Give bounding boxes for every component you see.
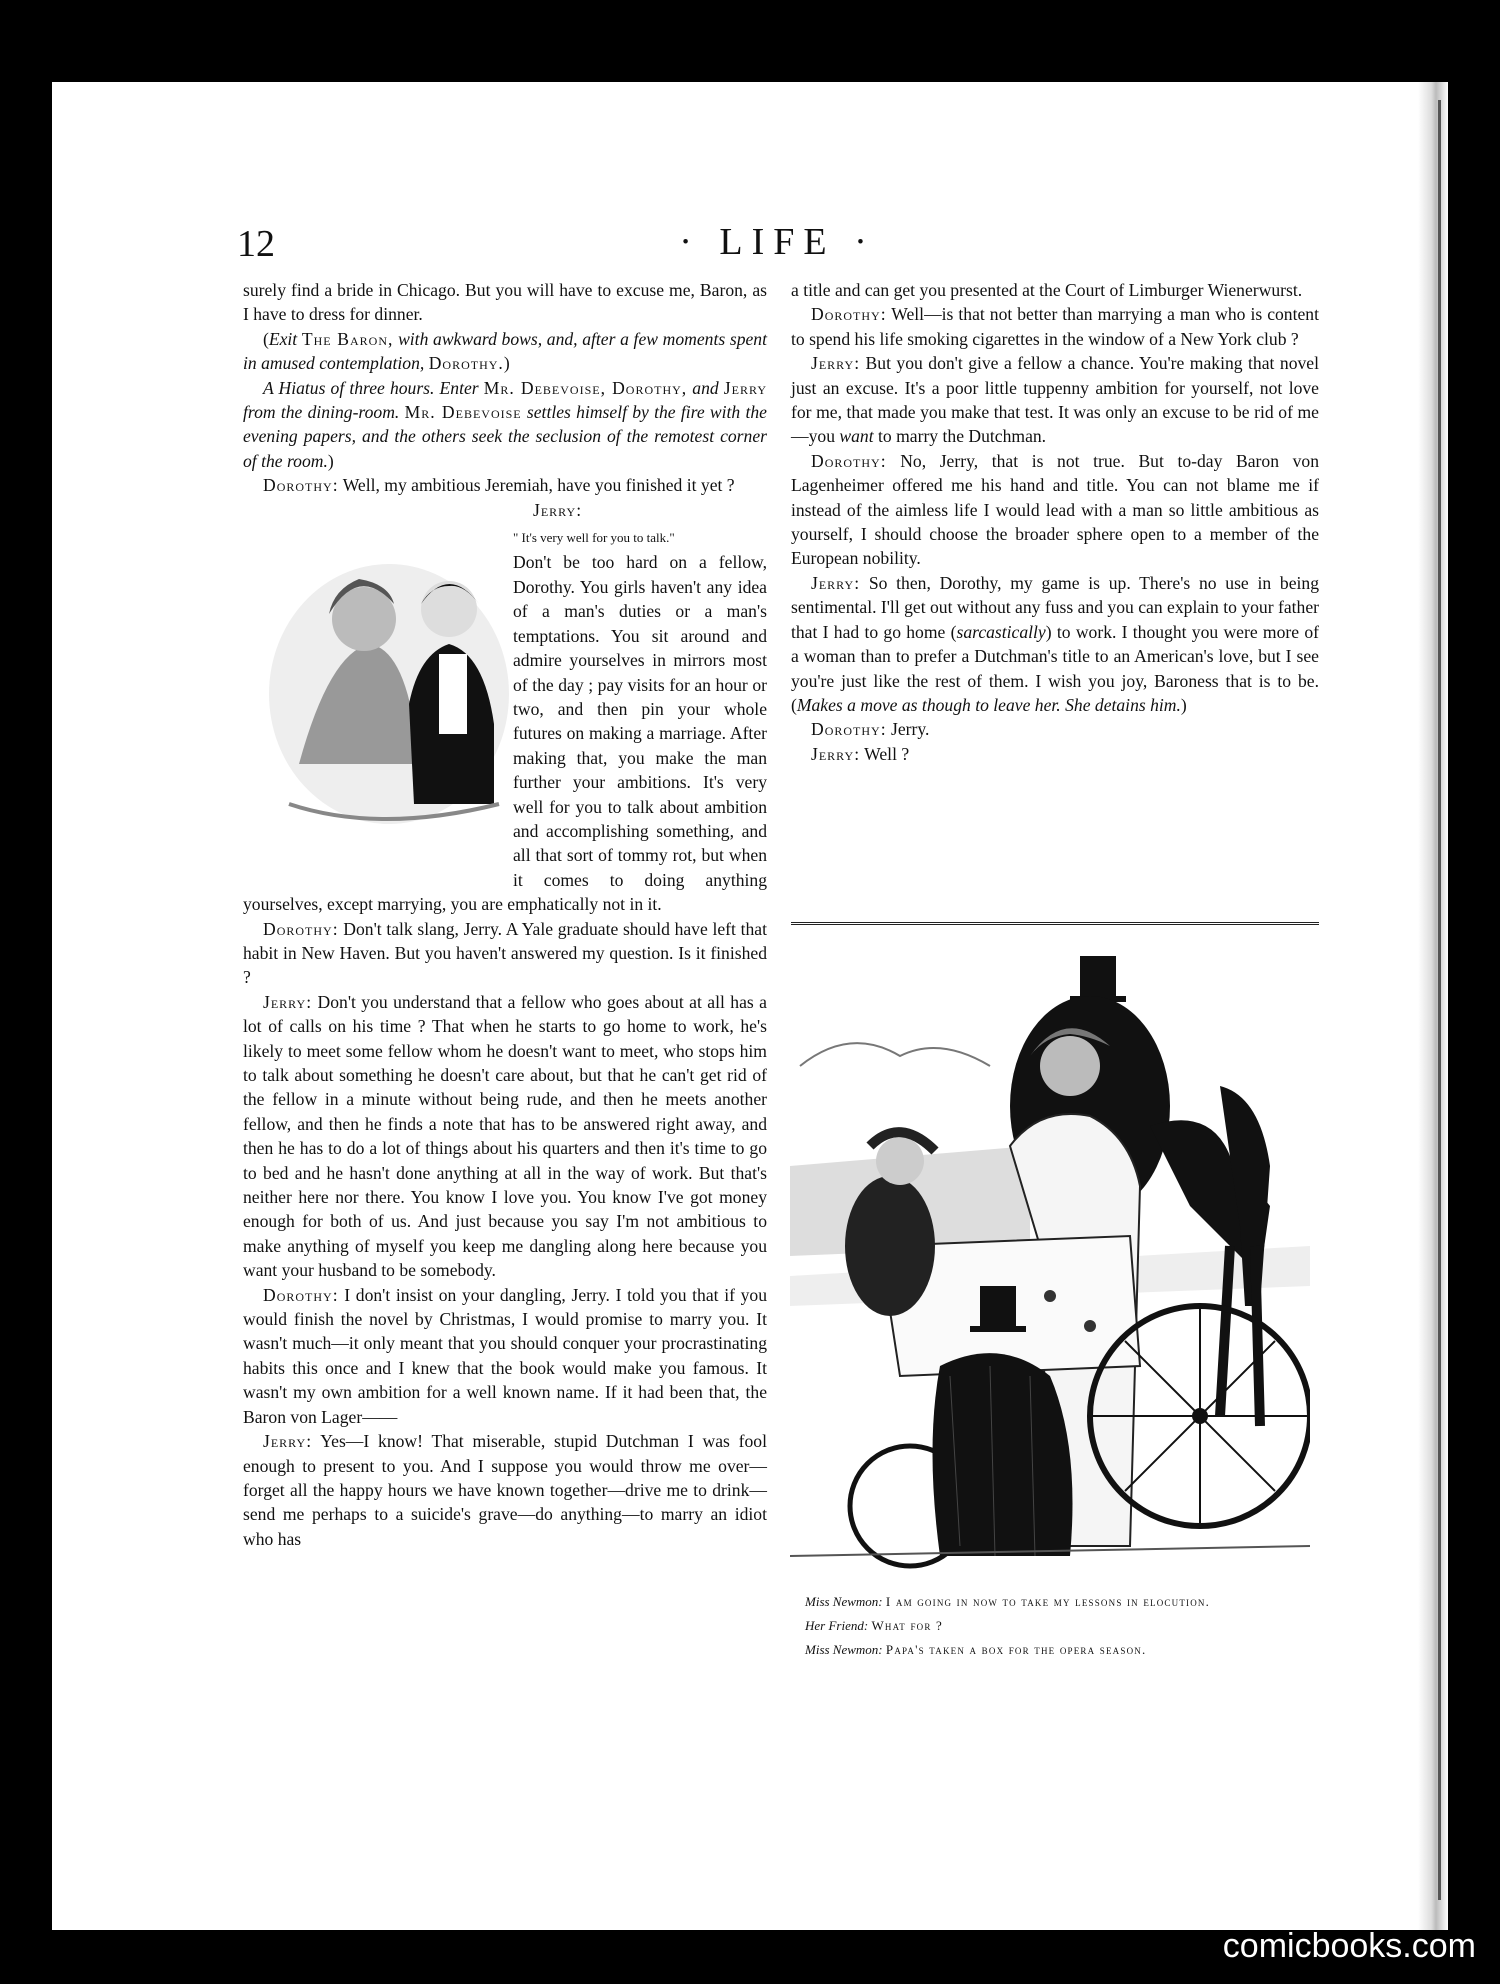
site-watermark: comicbooks.com bbox=[1222, 1927, 1476, 1965]
caption-line: Miss Newmon: Papa's taken a box for the opera season. bbox=[805, 1642, 1147, 1657]
dialogue: Dorothy: No, Jerry, that is not true. But to-day Baron von Lagenheimer offered me his hand and title. You can not blame me if instead of the aimless life I would lead with a man so little ambitious as yourself, I should choose the broader sphere open to a member of the European nobility. bbox=[791, 450, 1319, 569]
dialogue: Jerry: Yes—I know! That miserable, stupid Dutchman I was fool enough to present to you. And I suppose you would throw me over—forget all the happy hours we have known together—drive me to drink—send me perhaps to a suicide's grave—do anything—to marry an idiot who has bbox=[243, 1431, 767, 1549]
dialogue: Jerry: Don't you understand that a fellow who goes about at all has a lot of calls on his time ? That when he starts to go home to work, he's likely to meet some fellow whom he doesn't want to meet, who stops him to talk about something he doesn't care about, but that he can't get rid of the fellow in a minute without being rude, and then he meets another fellow, and then he finds a note that has to be answered right away, and then he has to do a lot of things about his quarters and then it's time to go to bed and he hasn't done anything at all in the way of work. But that's neither here nor there. You know I love you. You know I've got money enough for both of us. And just because you say I'm not ambitious to make anything of myself you keep me dangling along here because you want your husband to be somebody. bbox=[243, 991, 767, 1281]
page-gutter bbox=[1418, 82, 1448, 1930]
carriage-drawing bbox=[790, 946, 1310, 1576]
right-column bbox=[791, 278, 1319, 766]
illustration-caption: " It's very well for you to talk." bbox=[513, 530, 675, 546]
speaker: Dorothy: bbox=[811, 304, 887, 325]
speaker: Jerry: bbox=[263, 991, 313, 1012]
speaker: Jerry: bbox=[811, 572, 861, 593]
dialogue: Dorothy: Well, my ambitious Jeremiah, have you finished it yet ? bbox=[263, 475, 735, 496]
left-column: surely find a bride in Chicago. But you will have to excuse me, Baron, as I have to dress for dinner. (Exit The Baron, with awkward bows, and, after a few moments spent in amused contemplation, Dorothy.) A Hiatus of three hours. Enter Mr. Debevoise, Dorothy, and Jerry from the dining-room. Mr. Debevoise settles himself by the fire with the evening papers, and the others seek the seclusion of the remotest corner of the room.) Dorothy: Well, my ambitious Jeremiah, have you finished it yet ? Jerry: " It's very well for you to talk." Don't be too hard on a fellow, Dorothy. You girls haven't any idea of a man's duties or a man's temptations. You sit around and admire yourselves in mirrors most of the day ; pay visits for an hour or two, and then pin your whole futures on making a marriage. After making that, you make the man further your ambitions. It's very well for you to talk about ambition and accomplishing something, and all that sort of tommy rot, but when it comes to doing anything yourselves, except marrying, you are emphatically not in it. Dorothy: Don't talk slang, Jerry. A Yale graduate should have left that habit in New Haven. But you haven't answered my question. Is it finished ? Jerry: Don't you understand that a fellow who goes about at all has a lot of calls on his time ? That when he starts to go home to work, he's likely to meet some fellow whom he doesn't want to meet, who stops him to talk about something he doesn't care about, but that he can't get rid of the fellow in a minute without being rude, and then he meets another fellow, and then he finds a note that has to be answered right away, and then he has to do a lot of things about his quarters and then it's time to go to bed and he hasn't done anything at all in the way of work. But that's neither here nor there. You know I love you. You know I've got money enough for both of us. And just because you say I'm not ambitious to make anything of myself you keep me dangling along here because you want your husband to be somebody. Dorothy: I don't insist on your dangling, Jerry. I told you that if you would finish the novel by Christmas, I would promise to marry you. It wasn't much—it only meant that you should conquer your procrastinating habits this once and I knew that the book would make you famous. It wasn't my own ambition for a well known name. If it had been that, the Baron von Lager—— Jerry: Yes—I know! That miserable, stupid Dutchman I was fool enough to present to you. And I suppose you would throw me over—forget all the happy hours we have known together—drive me to drink—send me perhaps to a suicide's grave—do anything—to marry an idiot who has bbox=[243, 278, 767, 1551]
carriage-cartoon bbox=[790, 946, 1310, 1576]
dialogue: Jerry: Well ? bbox=[811, 743, 910, 764]
speaker: Dorothy: bbox=[263, 475, 339, 496]
speaker: Dorothy: bbox=[811, 719, 887, 740]
speaker: Jerry: bbox=[811, 353, 861, 374]
speaker: Dorothy: bbox=[263, 918, 339, 939]
couple-drawing bbox=[259, 504, 521, 844]
binding-line bbox=[1438, 100, 1441, 1900]
dialogue: Dorothy: I don't insist on your dangling, Jerry. I told you that if you would finish the novel by Christmas, I would promise to marry you. It wasn't much—it only meant that you should conquer your procrastinating habits this once and I knew that the book would make you famous. It wasn't my own ambition for a well known name. If it had been that, the Baron von Lager—— bbox=[243, 1284, 768, 1427]
dialogue: Jerry: But you don't give a fellow a chance. You're making that novel just an excuse. It's a poor little tuppenny ambition for yourself, not love for me, that made you make that test. It was only an excuse to be rid of me—you want to marry the Dutchman. bbox=[791, 353, 1319, 447]
speaker: Her Friend: bbox=[805, 1618, 869, 1633]
speaker: Miss Newmon: bbox=[805, 1594, 883, 1609]
page-number: 12 bbox=[237, 223, 275, 265]
dialogue bbox=[243, 498, 767, 522]
caption-line: Miss Newmon: I am going in now to take my lessons in elocution. bbox=[805, 1594, 1211, 1609]
magazine-title: · LIFE · bbox=[679, 221, 876, 263]
paragraph: a title and can get you presented at the Court of Limburger Wienerwurst. bbox=[791, 280, 1303, 300]
cartoon-captions bbox=[805, 1590, 1325, 1662]
speaker: Jerry: bbox=[263, 1431, 313, 1452]
paragraph: surely find a bride in Chicago. But you will have to excuse me, Baron, as I have to dress for dinner. bbox=[243, 280, 767, 325]
dialogue: Dorothy: Don't talk slang, Jerry. A Yale graduate should have left that habit in New Haven. But you haven't answered my question. Is it finished ? bbox=[243, 918, 767, 988]
dialogue: Dorothy: Well—is that not better than marrying a man who is content to spend his life smoking cigarettes in the window of a New York club ? bbox=[791, 304, 1319, 349]
speaker: Jerry: bbox=[533, 499, 583, 520]
stage-direction: (Exit The Baron, with awkward bows, and, after a few moments spent in amused contemplation, Dorothy.) bbox=[243, 328, 767, 374]
speaker: Dorothy: bbox=[811, 450, 887, 471]
caption-line: Her Friend: What for ? bbox=[805, 1618, 943, 1633]
speaker: Jerry: bbox=[811, 743, 861, 764]
section-divider bbox=[791, 922, 1319, 929]
page-header bbox=[237, 220, 1318, 270]
dialogue: Dorothy: Jerry. bbox=[811, 719, 930, 740]
couple-illustration bbox=[239, 504, 501, 870]
speaker: Dorothy: bbox=[263, 1284, 339, 1305]
dialogue: Jerry: So then, Dorothy, my game is up. There's no use in being sentimental. I'll get out without any fuss and you can explain to your father that I had to go home (sarcastically) to work. I thought you were more of a woman than to prefer a Dutchman's title to an American's love, but I see you're just like the rest of them. I wish you joy, Baroness that is to be. (Makes a move as though to leave her. She detains him.) bbox=[791, 572, 1319, 715]
speaker: Miss Newmon: bbox=[805, 1642, 883, 1657]
stage-direction: A Hiatus of three hours. Enter Mr. Debevoise, Dorothy, and Jerry from the dining-room. Mr. Debevoise settles himself by the fire with the evening papers, and the others seek the seclusion of the remotest corner of the room.) bbox=[243, 377, 767, 471]
